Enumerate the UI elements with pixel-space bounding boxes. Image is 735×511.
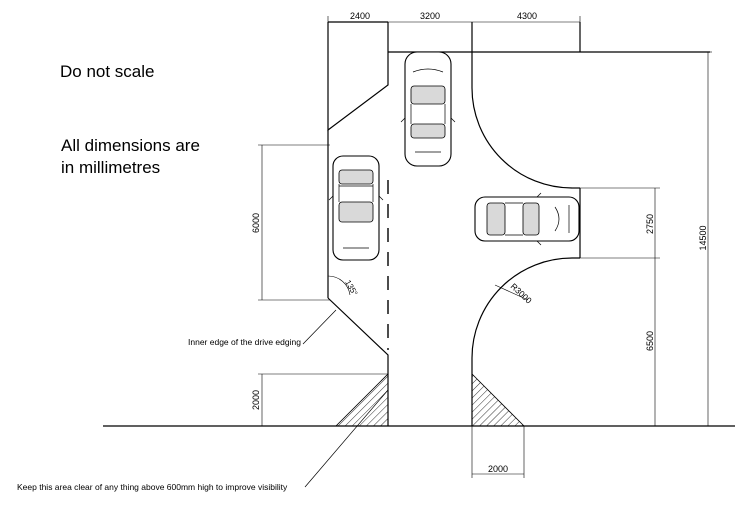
dim-visibility-width: 2000	[487, 464, 509, 474]
dim-top-left: 2400	[349, 11, 371, 21]
turning-head-upper-curve	[472, 52, 572, 188]
car-top-view-icon	[475, 193, 579, 245]
visibility-splay-right	[472, 374, 524, 426]
dim-top-middle: 3200	[419, 11, 441, 21]
visibility-leader	[305, 390, 388, 487]
visibility-splay-left	[336, 374, 388, 426]
dim-angle: 135°	[343, 278, 360, 298]
units-note-line2: in millimetres	[61, 158, 161, 177]
do-not-scale-note: Do not scale	[60, 62, 155, 81]
dim-visibility-height: 2000	[251, 389, 261, 411]
dim-right-bay: 2750	[645, 213, 655, 235]
dim-turning-radius: R3000	[508, 281, 534, 306]
drive-edging-callout: Inner edge of the drive edging	[188, 337, 301, 347]
drive-top-left-edge	[328, 22, 388, 130]
car-top-view-icon	[401, 52, 455, 166]
car-top-view-icon	[329, 156, 383, 260]
visibility-callout: Keep this area clear of any thing above 600mm high to improve visibility	[17, 482, 288, 492]
dim-left-bay: 6000	[251, 212, 261, 234]
dim-overall-height: 14500	[698, 225, 708, 251]
dim-top-right: 4300	[516, 11, 538, 21]
drive-edging-leader	[303, 310, 336, 344]
units-note-line1: All dimensions are	[61, 136, 200, 155]
dim-right-lower: 6500	[645, 330, 655, 352]
